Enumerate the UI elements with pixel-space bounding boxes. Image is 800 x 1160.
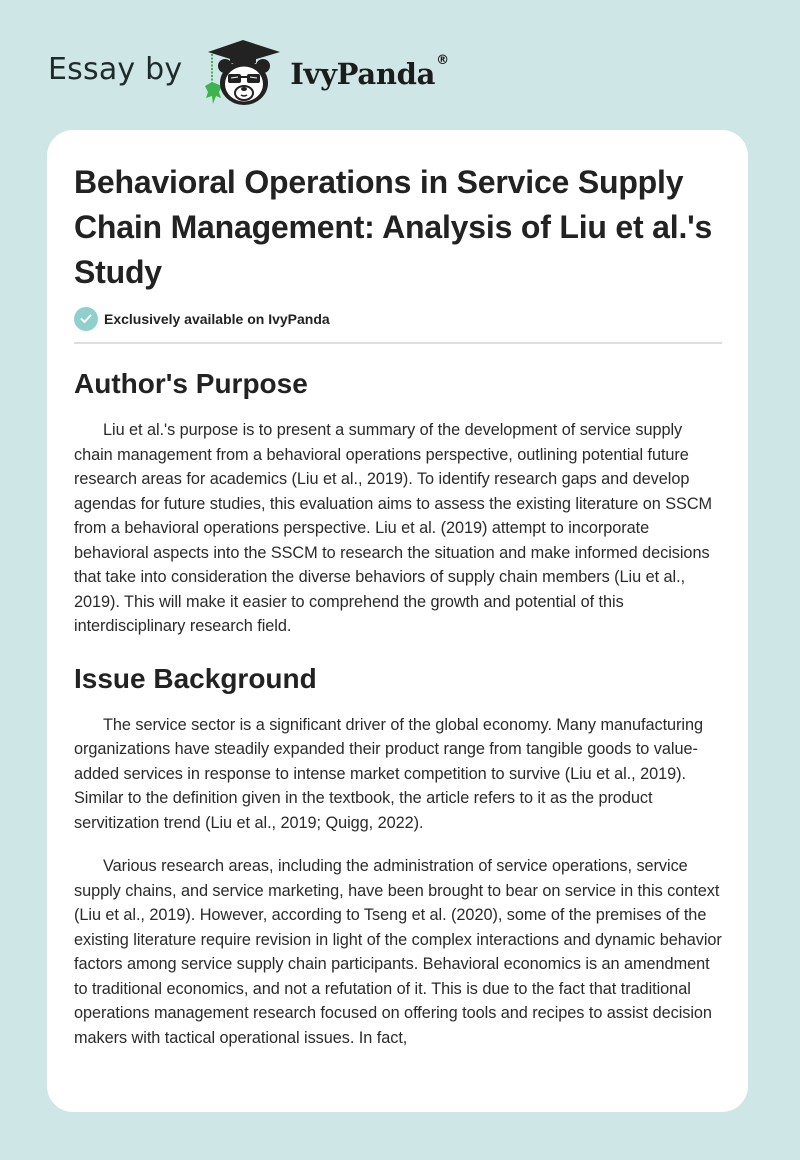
section-authors-purpose (74, 366, 722, 639)
paragraph: Various research areas, including the administration of service operations, service supply chains, and service marketing, have been brought to bear on service in this context (Liu et al., 2019). However, according to Tseng et al. (2020), some of the premises of the existing literature require revision in light of the complex interactions and dynamic behavior factors among service supply chain participants. Behavioral economics is an amendment to traditional economics, and not a refutation of it. This is due to the fact that traditional operations management research focused on offering tools and recipes to assist decision makers with tactical operational issues. In fact, (74, 857, 722, 1047)
section-heading: Author's Purpose (74, 368, 308, 399)
essay-card (47, 130, 748, 1112)
site-header-brand[interactable] (48, 36, 449, 108)
essay-title: Behavioral Operations in Service Supply Chain Management: Analysis of Liu et al.'s Study (74, 164, 713, 290)
paragraph: Liu et al.'s purpose is to present a summary of the development of service supply chain management from a behavioral operations perspective, outlining potential future research areas for academics (Liu et al., 2019). To identify research gaps and develop agendas for future studies, this evaluation aims to assess the existing literature on SSCM from a behavioral operations perspective. Liu et al. (2019) attempt to incorporate behavioral aspects into the SSCM to research the situation and make informed decisions that take into consideration the diverse behaviors of supply chain members (Liu et al., 2019). This will make it easier to comprehend the growth and potential of this interdisciplinary research field. (74, 421, 713, 635)
section-issue-background (74, 661, 722, 1051)
paragraph: The service sector is a significant driver of the global economy. Many manufacturing organizations have steadily expanded their product range from tangible goods to value-added services in response to intense market competition to survive (Liu et al., 2019). Similar to the definition given in the textbook, the article refers to it as the product servitization trend (Liu et al., 2019; Quigg, 2022). (74, 715, 703, 832)
essay-by-label: Essay by (48, 51, 183, 87)
check-circle-icon (74, 307, 98, 331)
registered-trademark-mark: ® (436, 53, 449, 68)
exclusive-badge (74, 307, 722, 331)
section-heading: Issue Background (74, 662, 317, 694)
title-divider (74, 342, 722, 344)
brand-name: IvyPanda® (290, 53, 449, 91)
panda-graduate-logo-icon (200, 36, 286, 108)
exclusive-badge-text: Exclusively available on IvyPanda (104, 311, 330, 327)
